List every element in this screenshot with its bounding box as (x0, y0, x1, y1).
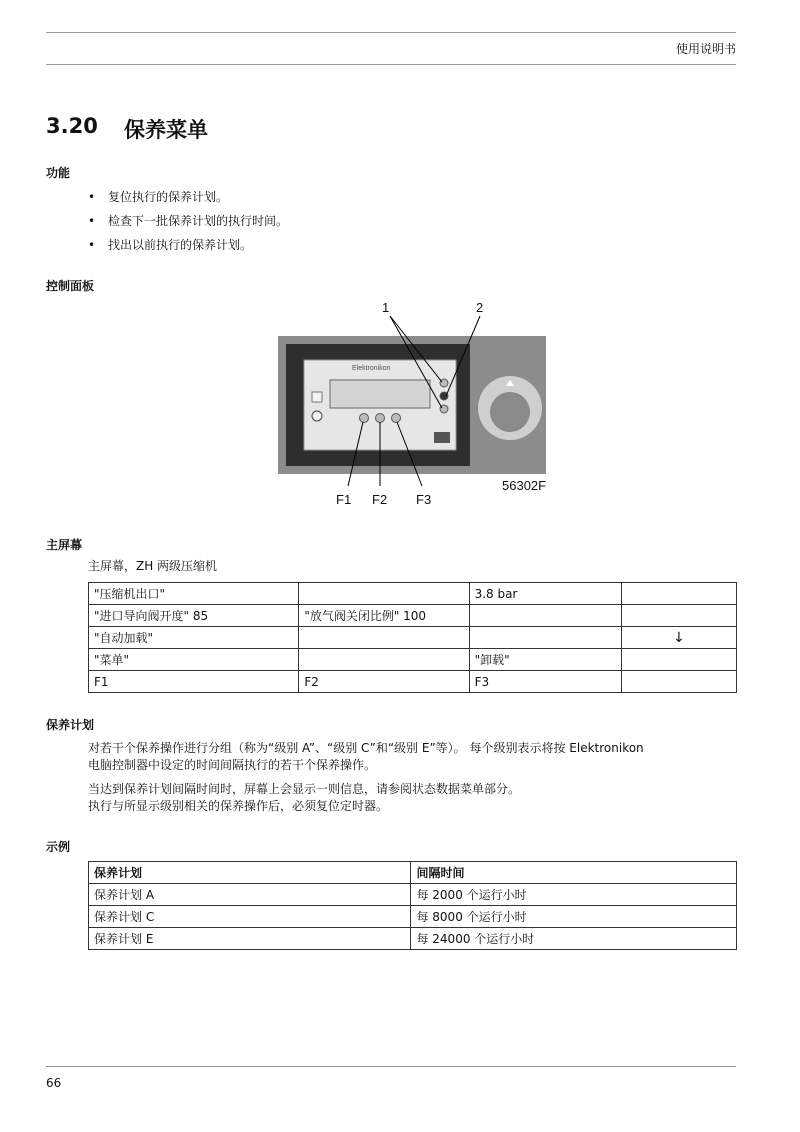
main-screen-heading: 主屏幕 (46, 538, 83, 552)
bullet-dot: • (88, 190, 96, 204)
key-f2-shape (376, 414, 385, 423)
example-heading: 示例 (46, 840, 71, 854)
bullet-text: 找出以前执行的保养计划。 (108, 238, 253, 252)
table-cell (621, 583, 736, 605)
bullet-dot: • (88, 214, 96, 228)
table-cell (299, 627, 469, 649)
start-key-shape (312, 392, 322, 402)
table-row (89, 605, 737, 627)
table-cell (621, 605, 736, 627)
table-row (89, 928, 737, 950)
table-cell: "进口导向阀开度" 85 (89, 605, 299, 627)
para-line: 电脑控制器中设定的时间间隔执行的若干个保养操作。 (88, 758, 377, 772)
table-cell: F1 (89, 671, 299, 693)
table-cell (299, 649, 469, 671)
page-number: 66 (46, 1076, 62, 1090)
table-cell: 保养计划 E (89, 928, 411, 950)
bullet-text: 检查下一批保养计划的执行时间。 (108, 214, 289, 228)
table-cell (621, 649, 736, 671)
table-cell: 保养计划 A (89, 884, 411, 906)
table-header-row (89, 862, 737, 884)
table-row (89, 627, 737, 649)
callout-2-label: 2 (476, 300, 484, 315)
table-cell: 每 8000 个运行小时 (411, 906, 737, 928)
function-bullet-2 (88, 212, 288, 229)
key-f3-label: F3 (416, 492, 432, 507)
table-cell: 保养计划 C (89, 906, 411, 928)
table-row (89, 884, 737, 906)
section-title: 保养菜单 (124, 118, 208, 142)
key-f2-label: F2 (372, 492, 388, 507)
key-f3-shape (392, 414, 401, 423)
table-cell: F2 (299, 671, 469, 693)
panel-brand-label: Elektronikon (352, 365, 391, 372)
callout-1-label: 1 (382, 300, 390, 315)
function-bullet-3 (88, 236, 252, 253)
header-doc-title: 使用说明书 (675, 42, 736, 56)
bullet-text: 复位执行的保养计划。 (108, 190, 229, 204)
header-bottom-rule (46, 64, 736, 65)
table-row (89, 906, 737, 928)
down-arrow-icon: ↓ (621, 627, 736, 649)
function-heading: 功能 (46, 166, 71, 180)
maintenance-plan-heading: 保养计划 (46, 718, 95, 732)
main-screen-table (88, 582, 737, 693)
para-line: 执行与所显示级别相关的保养操作后，必须复位定时器。 (88, 799, 389, 813)
para-line: 当达到保养计划间隔时间时，屏幕上会显示一则信息，请参阅状态数据菜单部分。 (88, 782, 521, 796)
emergency-stop-button (490, 392, 530, 432)
footer-rule (46, 1066, 736, 1067)
bullet-dot: • (88, 238, 96, 252)
key-f1-shape (360, 414, 369, 423)
table-cell: "卸载" (469, 649, 621, 671)
control-panel-heading: 控制面板 (46, 279, 95, 293)
key-f1-label: F1 (336, 492, 352, 507)
table-cell: "自动加载" (89, 627, 299, 649)
table-cell: "压缩机出口" (89, 583, 299, 605)
table-cell: 每 24000 个运行小时 (411, 928, 737, 950)
table-cell: F3 (469, 671, 621, 693)
main-screen-caption: 主屏幕，ZH 两级压缩机 (88, 559, 218, 573)
table-row (89, 583, 737, 605)
column-header-interval: 间隔时间 (411, 862, 737, 884)
maintenance-plan-para-2 (88, 781, 738, 815)
table-row (89, 649, 737, 671)
function-bullet-1 (88, 188, 228, 205)
table-cell (469, 627, 621, 649)
table-cell: "菜单" (89, 649, 299, 671)
panel-display (330, 380, 430, 408)
section-number: 3.20 (46, 114, 98, 138)
table-cell (621, 671, 736, 693)
header-top-rule (46, 32, 736, 33)
control-panel-figure (270, 296, 570, 512)
table-cell (299, 583, 469, 605)
column-header-plan: 保养计划 (89, 862, 411, 884)
table-cell (469, 605, 621, 627)
para-line: 对若干个保养操作进行分组（称为“级别 A”、“级别 C”和“级别 E”等）。 每个级别表示将按 Elektronikon (88, 741, 644, 755)
table-cell: "放气阀关闭比例" 100 (299, 605, 469, 627)
maintenance-plan-para-1 (88, 740, 738, 774)
figure-code: 56302F (502, 478, 547, 493)
example-table (88, 861, 737, 950)
table-cell: 3.8 bar (469, 583, 621, 605)
stop-key-shape (312, 411, 322, 421)
table-row (89, 671, 737, 693)
table-cell: 每 2000 个运行小时 (411, 884, 737, 906)
logo-shape (434, 432, 450, 443)
